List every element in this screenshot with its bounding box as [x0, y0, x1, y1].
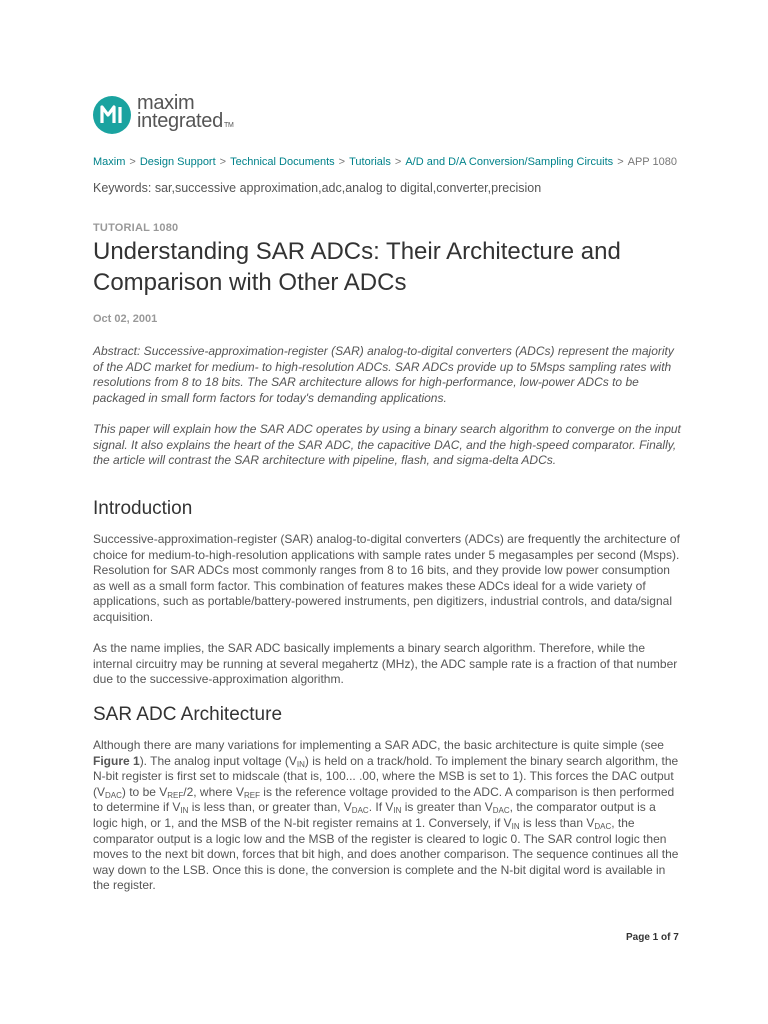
subscript: IN [296, 759, 305, 769]
subscript: IN [511, 821, 520, 831]
logo-wordmark [137, 94, 233, 135]
breadcrumb-ad-da-conversion[interactable]: A/D and D/A Conversion/Sampling Circuits [405, 156, 614, 168]
breadcrumb-technical-documents[interactable]: Technical Documents [230, 156, 335, 168]
text-run: ). The analog input voltage (V [139, 753, 297, 768]
subscript: DAC [351, 806, 369, 816]
figure-1-reference: Figure 1 [93, 753, 140, 768]
sar-architecture-heading: SAR ADC Architecture [93, 704, 283, 725]
text-run: Although there are many variations for implementing a SAR ADC, the basic architecture is quite simple (see [93, 738, 664, 752]
maxim-logo[interactable] [93, 94, 233, 135]
breadcrumb-sep: > [394, 156, 402, 168]
text-run: /2, where V [183, 784, 244, 799]
breadcrumb-sep: > [617, 156, 624, 168]
subscript: REF [167, 790, 184, 800]
introduction-heading: Introduction [93, 498, 193, 519]
page-number: Page 1 of 7 [626, 932, 679, 943]
keywords: Keywords: sar,successive approximation,adc,analog to digital,converter,precision [93, 181, 542, 195]
logo-line2: integrated [137, 110, 223, 132]
subscript: DAC [594, 821, 612, 831]
text-run: is the reference voltage provided to the ADC. A comparison is then performed to determine if V [93, 784, 675, 815]
breadcrumb-maxim[interactable]: Maxim [93, 156, 126, 168]
sar-architecture-paragraph [93, 738, 683, 894]
introduction-paragraph-1: Successive-approximation-register (SAR) analog-to-digital converters (ADCs) are frequently the architecture of choice for medium-to-high-resolution applications with sample rates under 5 megasamples per second (Msps). Resolution for SAR ADCs most commonly ranges from 8 to 16 bits, and they provide low power consumption as well as a small form factor. This combination of features makes these ADCs ideal for a wide variety of applications, such as portable/battery-powered instruments, pen digitizers, industrial controls, and data/signal acquisition. [93, 532, 680, 624]
breadcrumb-design-support[interactable]: Design Support [139, 156, 216, 168]
text-run: is less than, or greater than, V [188, 800, 352, 815]
abstract-paragraph-1: Abstract: Successive-approximation-register (SAR) analog-to-digital converters (ADCs) represent the majority of the ADC market for medium- to high-resolution ADCs. SAR ADCs provide up to 5Msps sampling rates with resolutions from 8 to 18 bits. The SAR architecture allows for high-performance, low-power ADCs to be packaged in small form factors for today's demanding applications. [93, 344, 674, 405]
logo-line1: maxim [137, 92, 195, 114]
text-run: ) is held on a track/hold. To implement the binary search algorithm, the N-bit register is first set to midscale (that is, 100... .00, where the MSB is set to 1). This forces the DAC output (V [93, 753, 679, 799]
breadcrumb [93, 156, 677, 168]
text-run: ) to be V [121, 784, 168, 799]
page-title: Understanding SAR ADCs: Their Architecture and Comparison with Other ADCs [93, 238, 621, 296]
text-run: , the comparator output is a logic high, or 1, and the MSB of the N-bit register remains at 1. Conversely, if V [93, 800, 656, 830]
subscript: DAC [105, 790, 122, 800]
subscript: DAC [492, 806, 510, 816]
logo-tm: TM [223, 122, 234, 129]
introduction-paragraph-2: As the name implies, the SAR ADC basically implements a binary search algorithm. Therefore, while the internal circuitry may be running at several megahertz (MHz), the ADC sample rate is a fraction of that number due to the successive-approximation algorithm. [93, 641, 678, 687]
tutorial-label: TUTORIAL 1080 [93, 222, 179, 234]
breadcrumb-sep: > [338, 156, 346, 168]
breadcrumb-tutorials[interactable]: Tutorials [349, 156, 391, 168]
subscript: REF [243, 790, 260, 800]
text-run: is less than V [519, 815, 595, 830]
maxim-logo-mark-icon [93, 96, 131, 134]
text-run: is greater than V [401, 800, 493, 815]
subscript: IN [393, 806, 402, 816]
publish-date: Oct 02, 2001 [93, 313, 158, 325]
breadcrumb-current: APP 1080 [627, 156, 677, 168]
text-run: , the comparator output is a logic low and the MSB of the register is cleared to logic 0. The SAR control logic then moves to the next bit down, forces that bit high, and does another comparison. The sequence continues all the way down to the LSB. Once this is done, the conversion is complete and the N-bit digital word is available in the register. [93, 815, 679, 893]
abstract-paragraph-2: This paper will explain how the SAR ADC operates by using a binary search algorithm to converge on the input signal. It also explains the heart of the SAR ADC, the capacitive DAC, and the high-speed comparator. Finally, the article will contrast the SAR architecture with pipeline, flash, and sigma-delta ADCs. [93, 422, 681, 468]
breadcrumb-sep: > [219, 156, 227, 168]
subscript: IN [180, 806, 189, 816]
breadcrumb-sep: > [129, 156, 136, 168]
text-run: . If V [368, 800, 394, 815]
